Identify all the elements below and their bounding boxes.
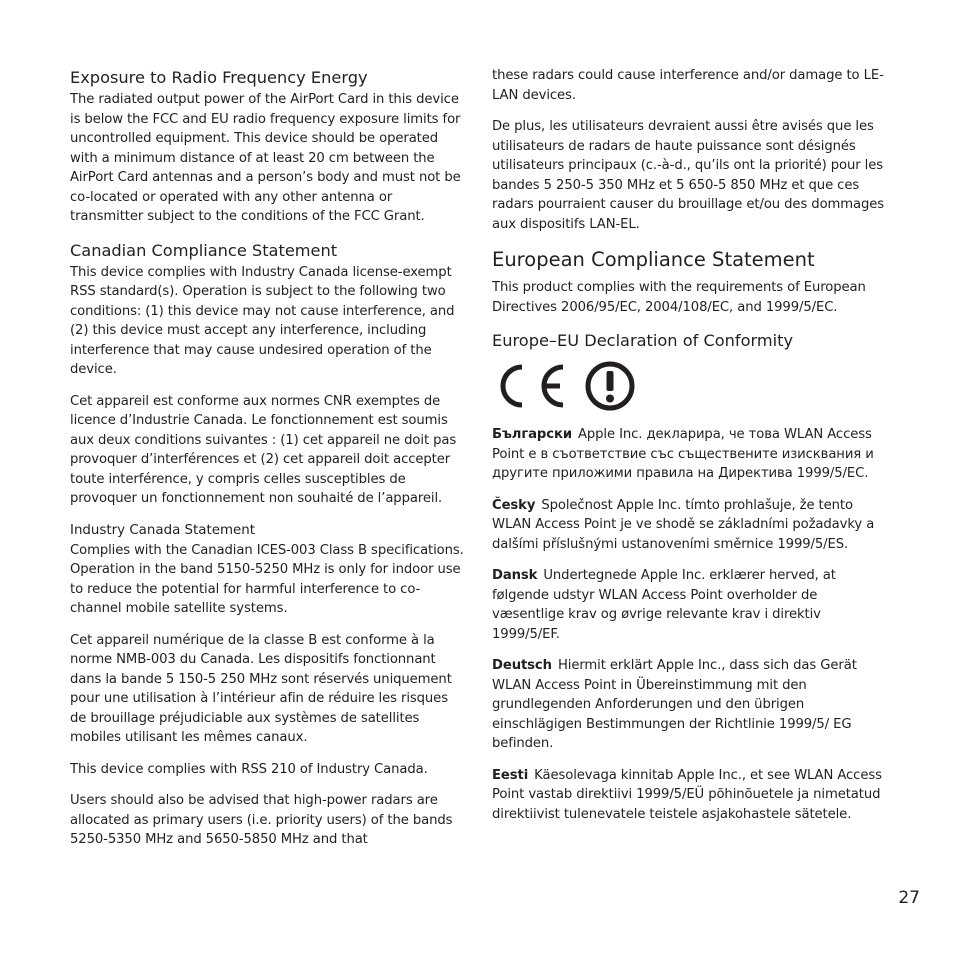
eu-declaration-heading: Europe–EU Declaration of Conformity bbox=[492, 331, 794, 350]
declaration-text: Společnost Apple Inc. tímto prohlašuje, že tento WLAN Access Point je ve shodě se základními požadavky a dalšími příslušnými ustanoveními směrnice 1999/5/ES. bbox=[492, 497, 875, 552]
industry-canada-text-fr: Cet appareil numérique de la classe B est conforme à la norme NMB-003 du Canada. Les dispositifs fonctionnant dans la bande 5 150-5 250 MHz sont réservés uniquement pour une utilisation à l’intérieur afin de réduire les risques de brouillage préjudiciable aux systèmes de satellites mobiles utilisant les mêmes canaux. bbox=[70, 632, 452, 745]
declaration-language: Eesti bbox=[492, 767, 529, 783]
ce-mark-icon bbox=[492, 361, 572, 411]
declaration-language: Dansk bbox=[492, 568, 538, 583]
rf-exposure-heading: Exposure to Radio Frequency Energy bbox=[70, 68, 368, 87]
declaration-language: Česky bbox=[492, 497, 536, 513]
rss-210-text: This device complies with RSS 210 of Industry Canada. bbox=[70, 761, 428, 777]
european-compliance-heading: European Compliance Statement bbox=[492, 248, 815, 271]
declaration-text: Apple Inc. декларира, че това WLAN Access Point е в съответствие със съществените изисквания и другите приложими правила на Директива 1999/5/ЕС. bbox=[492, 427, 874, 481]
right-column bbox=[492, 66, 892, 836]
declaration-text: Hiermit erklärt Apple Inc., dass sich das Gerät WLAN Access Point in Übereinstimmung mit den grundlegenden Anforderungen und den übrigen einschlägigen Bestimmungen der Richtlinie 1999/5/ EG befinden. bbox=[492, 658, 857, 751]
canadian-compliance-heading: Canadian Compliance Statement bbox=[70, 240, 338, 260]
declaration-language: Български bbox=[492, 427, 572, 442]
declaration-text: Undertegnede Apple Inc. erklærer herved, at følgende udstyr WLAN Access Point overholder de væsentlige krav og øvrige relevante krav i direktiv 1999/5/EF. bbox=[492, 568, 836, 642]
canadian-compliance-text-en: This device complies with Industry Canada license-exempt RSS standard(s). Operation is subject to the following two conditions: (1) this device may not cause interference, and (2) this device must accept any interference, including interference that may cause undesired operation of the device. bbox=[70, 264, 455, 377]
declaration-item bbox=[492, 656, 892, 754]
ce-marks bbox=[492, 359, 892, 413]
industry-canada-text-en: Complies with the Canadian ICES-003 Class B specifications. Operation in the band 5150-5250 MHz is only for indoor use to reduce the potential for harmful interference to co-channel mobile satellite systems. bbox=[70, 542, 464, 616]
declaration-item bbox=[492, 566, 892, 644]
rf-exposure-text: The radiated output power of the AirPort Card in this device is below the FCC and EU radio frequency exposure limits for uncontrolled equipment. This device should be operated with a minimum distance of at least 20 cm between the AirPort Card antennas and a person’s body and must not be co-located or operated with any other antenna or transmitter subject to the conditions of the FCC Grant. bbox=[70, 92, 461, 224]
declaration-item bbox=[492, 496, 892, 555]
radar-advisory-text: Users should also be advised that high-power radars are allocated as primary users (i.e. priority users) of the bands 5250-5350 MHz and 5650-5850 MHz and that bbox=[70, 793, 453, 847]
declaration-item bbox=[492, 425, 892, 484]
declaration-item bbox=[492, 766, 892, 825]
page-number: 27 bbox=[898, 888, 920, 908]
declaration-text: Käesolevaga kinnitab Apple Inc., et see WLAN Access Point vastab direktiivi 1999/5/EÜ põhinõuetele ja nimetatud direktiivist tulenevatele teistele asjakohastele sätetele. bbox=[492, 767, 882, 822]
canadian-compliance-text-fr: Cet appareil est conforme aux normes CNR exemptes de licence d’Industrie Canada. Le fonctionnement est soumis aux deux conditions suivantes : (1) cet appareil ne doit pas provoquer d’interférences et (2) cet appareil doit accepter toute interférence, y compris celles susceptibles de provoquer un fonctionnement non souhaité de l’appareil. bbox=[70, 393, 457, 506]
declaration-language: Deutsch bbox=[492, 658, 552, 673]
european-compliance-text: This product complies with the requirements of European Directives 2006/95/EC, 2004/108/EC, and 1999/5/EC. bbox=[492, 280, 866, 315]
radar-advisory-continued: these radars could cause interference and/or damage to LE-LAN devices. bbox=[492, 68, 884, 103]
declarations-list bbox=[492, 425, 892, 824]
industry-canada-heading: Industry Canada Statement bbox=[70, 522, 256, 538]
left-column bbox=[70, 66, 465, 862]
alert-class-icon bbox=[584, 360, 636, 412]
radar-advisory-fr: De plus, les utilisateurs devraient aussi être avisés que les utilisateurs de radars de haute puissance sont désignés utilisateurs principaux (c.-à-d., qu’ils ont la priorité) pour les bandes 5 250-5 350 MHz et 5 650-5 850 MHz et que ces radars pourraient causer du brouillage et/ou des dommages aux dispositifs LAN-EL. bbox=[492, 119, 885, 232]
